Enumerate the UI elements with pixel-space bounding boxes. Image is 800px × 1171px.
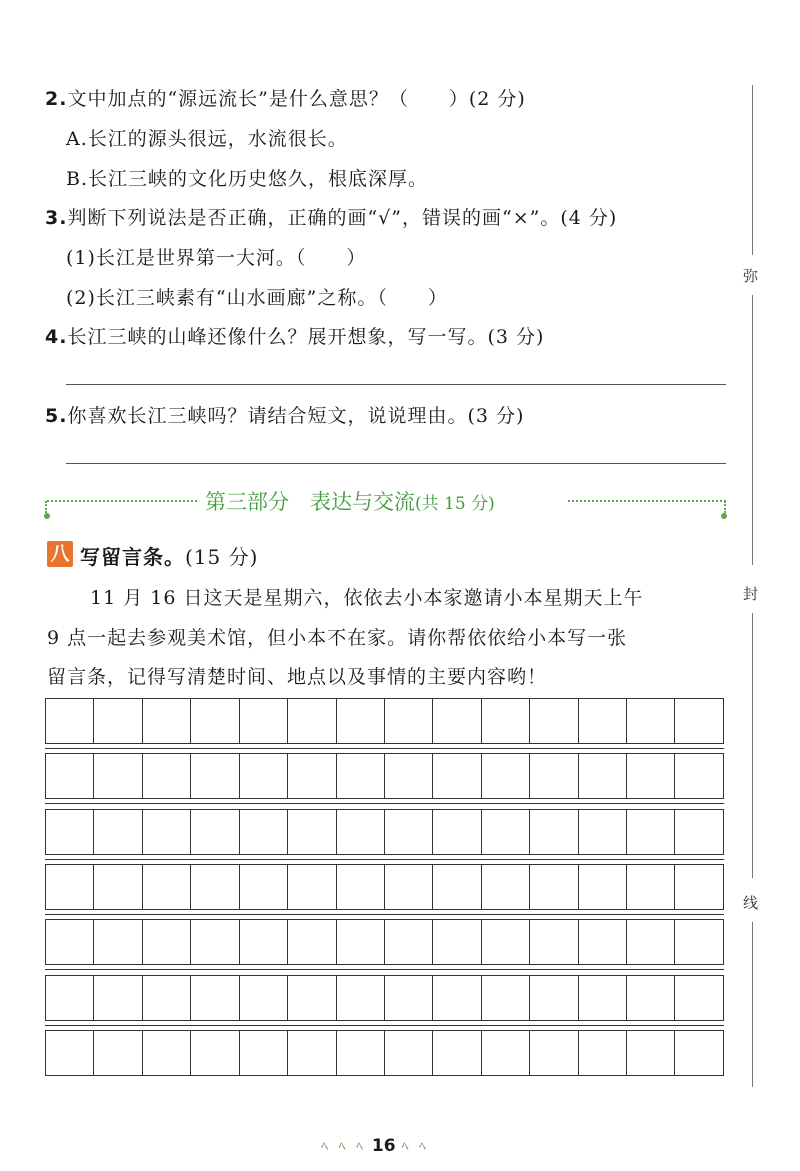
- grid-cell[interactable]: [46, 699, 94, 743]
- question-number: 3.: [45, 207, 68, 229]
- grid-cell[interactable]: [675, 976, 722, 1020]
- judge-item-1: (1)长江是世界第一大河。（ ）: [66, 247, 367, 269]
- grid-cell[interactable]: [288, 810, 336, 854]
- grid-cell[interactable]: [94, 754, 142, 798]
- grid-cell[interactable]: [579, 810, 627, 854]
- grid-cell[interactable]: [433, 699, 481, 743]
- grid-cell[interactable]: [143, 699, 191, 743]
- question-text: 文中加点的“源远流长”是什么意思？（ ）(2 分): [67, 88, 526, 110]
- grid-cell[interactable]: [530, 920, 578, 964]
- grid-cell[interactable]: [482, 1031, 530, 1075]
- grid-row[interactable]: [45, 809, 724, 855]
- section-divider-curl-left: [45, 501, 48, 513]
- grid-cell[interactable]: [433, 1031, 481, 1075]
- grid-cell[interactable]: [143, 810, 191, 854]
- grid-cell[interactable]: [482, 865, 530, 909]
- grid-cell[interactable]: [46, 976, 94, 1020]
- grid-cell[interactable]: [143, 1031, 191, 1075]
- grid-cell[interactable]: [433, 810, 481, 854]
- grid-cell[interactable]: [385, 920, 433, 964]
- section-subtitle: (共 15 分): [415, 494, 495, 514]
- option-a: A.长江的源头很远，水流很长。: [66, 128, 348, 150]
- task-title-text: 写留言条。: [80, 545, 185, 569]
- section-divider-curl-right: [724, 501, 727, 513]
- grid-cell[interactable]: [240, 754, 288, 798]
- section-divider-left: [47, 500, 197, 502]
- grid-cell[interactable]: [675, 699, 722, 743]
- binding-rule: [752, 295, 753, 565]
- binding-rule: [752, 922, 753, 1087]
- grid-cell[interactable]: [482, 810, 530, 854]
- grid-cell[interactable]: [191, 865, 239, 909]
- grid-cell[interactable]: [579, 699, 627, 743]
- judge-item-2: (2)长江三峡素有“山水画廊”之称。（ ）: [66, 287, 448, 309]
- grid-cell[interactable]: [240, 810, 288, 854]
- grid-cell[interactable]: [46, 865, 94, 909]
- grid-cell[interactable]: [433, 754, 481, 798]
- footer-decoration-right-icon: ﾍ ﾍ: [401, 1139, 429, 1155]
- margin-label-feng: 封: [743, 585, 759, 603]
- page-footer: [300, 1136, 450, 1156]
- grid-row-separator: [45, 859, 724, 860]
- grid-cell[interactable]: [94, 865, 142, 909]
- grid-cell[interactable]: [530, 865, 578, 909]
- grid-cell[interactable]: [240, 699, 288, 743]
- grid-row-separator: [45, 1025, 724, 1026]
- grid-cell[interactable]: [579, 920, 627, 964]
- grid-cell[interactable]: [675, 754, 722, 798]
- question-number: 2.: [45, 88, 68, 110]
- section-title-text: 第三部分 表达与交流: [205, 490, 415, 514]
- margin-label-xian: 线: [743, 894, 759, 912]
- grid-cell[interactable]: [385, 1031, 433, 1075]
- grid-cell[interactable]: [675, 810, 722, 854]
- grid-cell[interactable]: [675, 1031, 722, 1075]
- section-title: [205, 486, 495, 516]
- grid-cell[interactable]: [240, 1031, 288, 1075]
- grid-cell[interactable]: [530, 810, 578, 854]
- grid-cell[interactable]: [337, 976, 385, 1020]
- grid-cell[interactable]: [482, 976, 530, 1020]
- grid-cell[interactable]: [337, 810, 385, 854]
- question-text: 你喜欢长江三峡吗？请结合短文，说说理由。(3 分): [67, 405, 525, 427]
- grid-row[interactable]: [45, 698, 724, 744]
- grid-cell[interactable]: [191, 699, 239, 743]
- grid-cell[interactable]: [143, 754, 191, 798]
- question-4: [45, 322, 544, 349]
- section-divider-right: [568, 500, 726, 502]
- binding-rule: [752, 85, 753, 255]
- margin-label-mi: 弥: [743, 267, 759, 285]
- grid-cell[interactable]: [579, 754, 627, 798]
- grid-cell[interactable]: [46, 1031, 94, 1075]
- grid-cell[interactable]: [482, 920, 530, 964]
- grid-cell[interactable]: [288, 865, 336, 909]
- grid-cell[interactable]: [433, 865, 481, 909]
- grid-cell[interactable]: [385, 810, 433, 854]
- grid-cell[interactable]: [288, 1031, 336, 1075]
- answer-line-q4[interactable]: [66, 384, 726, 385]
- grid-cell[interactable]: [675, 865, 722, 909]
- grid-cell[interactable]: [46, 810, 94, 854]
- grid-cell[interactable]: [627, 754, 675, 798]
- question-text: 判断下列说法是否正确，正确的画“√”，错误的画“×”。(4 分): [67, 207, 618, 229]
- grid-cell[interactable]: [337, 920, 385, 964]
- grid-cell[interactable]: [482, 699, 530, 743]
- option-b: B.长江三峡的文化历史悠久，根底深厚。: [66, 168, 429, 190]
- grid-cell[interactable]: [240, 865, 288, 909]
- task-title: [80, 541, 258, 570]
- page-number: 16: [371, 1136, 396, 1156]
- grid-cell[interactable]: [337, 699, 385, 743]
- grid-cell[interactable]: [627, 699, 675, 743]
- grid-row-separator: [45, 969, 724, 970]
- grid-cell[interactable]: [240, 976, 288, 1020]
- answer-line-q5[interactable]: [66, 463, 726, 464]
- task-prompt-line-3: 留言条，记得写清楚时间、地点以及事情的主要内容哟！: [47, 666, 548, 688]
- question-2: [45, 84, 526, 111]
- grid-cell[interactable]: [627, 1031, 675, 1075]
- grid-row-separator: [45, 748, 724, 749]
- binding-rule: [752, 613, 753, 878]
- grid-cell[interactable]: [240, 920, 288, 964]
- grid-cell[interactable]: [191, 810, 239, 854]
- grid-cell[interactable]: [191, 1031, 239, 1075]
- task-prompt-line-2: 9 点一起去参观美术馆，但小本不在家。请你帮依依给小本写一张: [47, 627, 628, 649]
- grid-cell[interactable]: [337, 1031, 385, 1075]
- grid-cell[interactable]: [143, 976, 191, 1020]
- grid-cell[interactable]: [385, 699, 433, 743]
- task-prompt-line-1: 11 月 16 日这天是星期六，依依去小本家邀请小本星期天上午: [90, 587, 644, 609]
- grid-cell[interactable]: [385, 976, 433, 1020]
- grid-cell[interactable]: [627, 920, 675, 964]
- grid-cell[interactable]: [579, 976, 627, 1020]
- grid-row[interactable]: [45, 864, 724, 910]
- grid-cell[interactable]: [288, 976, 336, 1020]
- grid-cell[interactable]: [94, 1031, 142, 1075]
- grid-row[interactable]: [45, 919, 724, 965]
- grid-row[interactable]: [45, 753, 724, 799]
- grid-cell[interactable]: [337, 865, 385, 909]
- grid-cell[interactable]: [46, 920, 94, 964]
- section-divider-dot-left: [44, 513, 50, 519]
- grid-cell[interactable]: [94, 699, 142, 743]
- grid-cell[interactable]: [627, 865, 675, 909]
- task-number-badge: 八: [47, 541, 73, 567]
- grid-cell[interactable]: [579, 865, 627, 909]
- grid-cell[interactable]: [94, 920, 142, 964]
- question-text: 长江三峡的山峰还像什么？展开想象，写一写。(3 分): [67, 326, 545, 348]
- footer-decoration-left-icon: ﾍ ﾍ ﾍ: [321, 1139, 366, 1155]
- grid-cell[interactable]: [530, 1031, 578, 1075]
- grid-cell[interactable]: [385, 754, 433, 798]
- question-3: [45, 203, 617, 230]
- grid-row-separator: [45, 914, 724, 915]
- grid-cell[interactable]: [385, 865, 433, 909]
- grid-cell[interactable]: [288, 754, 336, 798]
- grid-row[interactable]: [45, 975, 724, 1021]
- grid-cell[interactable]: [627, 976, 675, 1020]
- grid-cell[interactable]: [288, 920, 336, 964]
- grid-cell[interactable]: [579, 1031, 627, 1075]
- grid-cell[interactable]: [433, 920, 481, 964]
- grid-cell[interactable]: [288, 699, 336, 743]
- task-score: (15 分): [185, 545, 259, 569]
- grid-cell[interactable]: [337, 754, 385, 798]
- grid-cell[interactable]: [675, 920, 722, 964]
- grid-row[interactable]: [45, 1030, 724, 1076]
- grid-cell[interactable]: [191, 754, 239, 798]
- grid-cell[interactable]: [94, 976, 142, 1020]
- grid-cell[interactable]: [191, 976, 239, 1020]
- question-number: 4.: [45, 326, 68, 348]
- grid-cell[interactable]: [433, 976, 481, 1020]
- grid-cell[interactable]: [143, 920, 191, 964]
- grid-cell[interactable]: [482, 754, 530, 798]
- grid-cell[interactable]: [46, 754, 94, 798]
- grid-cell[interactable]: [143, 865, 191, 909]
- grid-cell[interactable]: [191, 920, 239, 964]
- grid-cell[interactable]: [94, 810, 142, 854]
- section-divider-dot-right: [721, 513, 727, 519]
- grid-cell[interactable]: [627, 810, 675, 854]
- grid-cell[interactable]: [530, 754, 578, 798]
- grid-row-separator: [45, 803, 724, 804]
- grid-cell[interactable]: [530, 699, 578, 743]
- grid-cell[interactable]: [530, 976, 578, 1020]
- question-5: [45, 401, 524, 428]
- question-number: 5.: [45, 405, 68, 427]
